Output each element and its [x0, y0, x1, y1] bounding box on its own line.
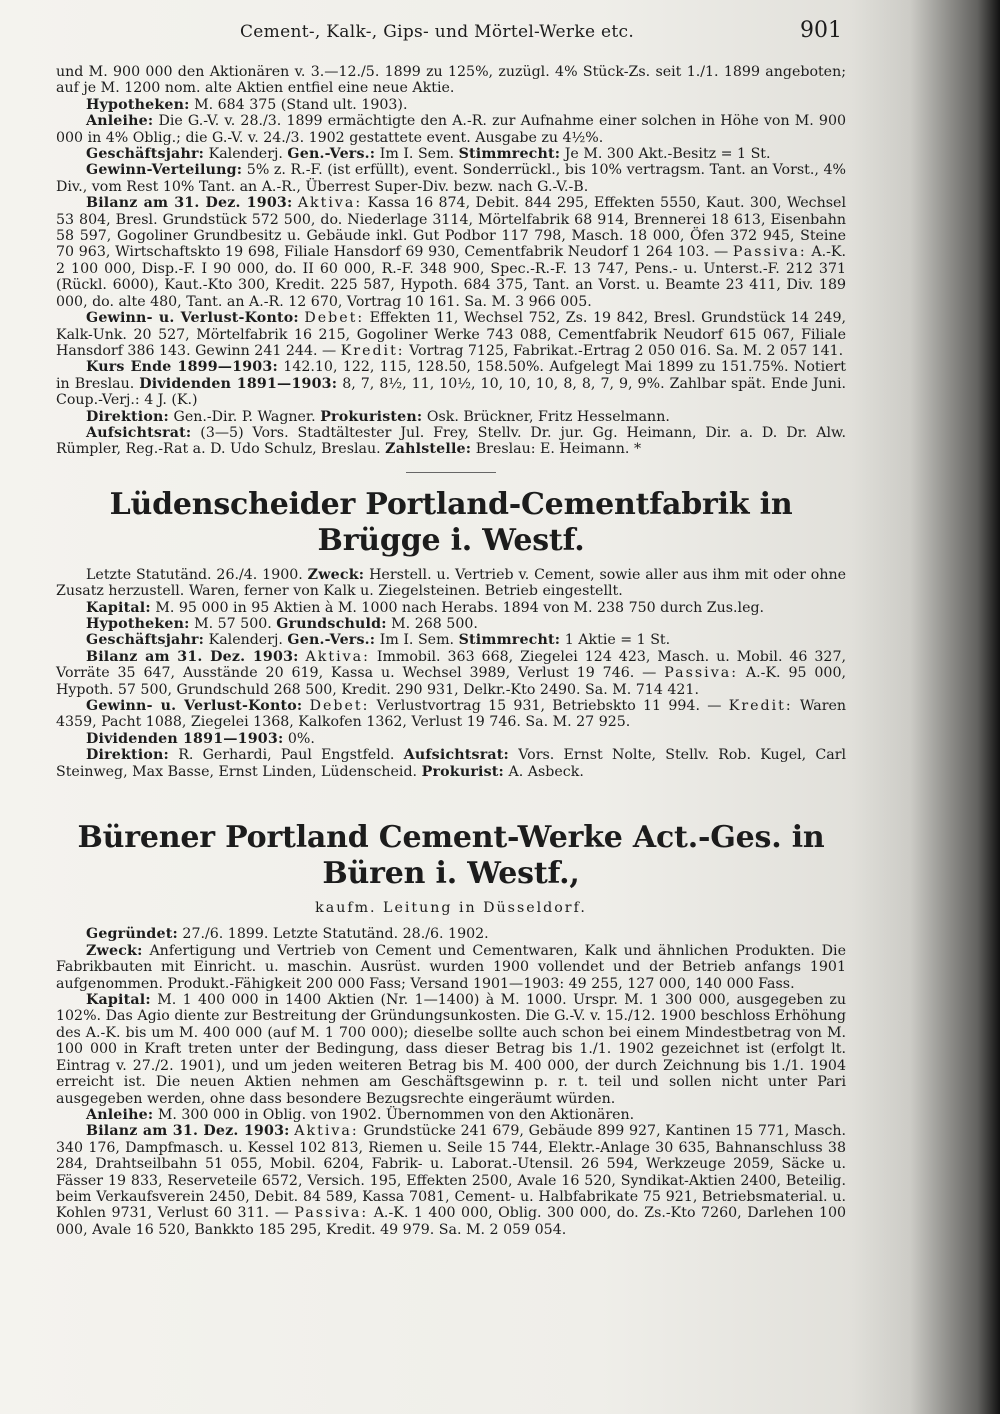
zweck-label: Zweck: [86, 942, 143, 959]
page-content [56, 64, 846, 1238]
kredit-text: Vortrag 7125, Fabrikat.-Ertrag 2 050 016. Sa. M. 2 057 141. [409, 342, 844, 359]
gewinnverteilung-text: 5% z. R.-F. (ist erfüllt), event. Sonderrückl., bis 10% vertragsm. Tant. an Vorst., 4% Div., vom Rest 10% Tant. an A.-R., Überrest Super-Div. bezw. nach G.-V.-B. [56, 162, 846, 195]
anleihe-label: Anleihe: [86, 1106, 154, 1123]
prokuristen-text: Osk. Brückner, Fritz Hesselmann. [426, 408, 670, 425]
debet-label: Debet: [309, 698, 370, 714]
kapital-paragraph [56, 992, 846, 1107]
direktion-label: Direktion: [86, 747, 169, 764]
zweck-text: Herstell. u. Vertrieb v. Cement, sowie aller aus ihm mit oder ohne Zusatz herzustell. Waren, ferner von Kalk u. Ziegelsteinen. Betrieb eingestellt. [56, 566, 846, 600]
statut-text: Letzte Statutänd. 26./4. 1900. [86, 566, 303, 583]
prokurist-label: Prokurist: [421, 763, 504, 780]
kredit-text: Waren 4359, Pacht 1088, Ziegelei 1368, Kalkofen 1362, Verlust 19 746. Sa. M. 27 925. [56, 698, 847, 731]
prokuristen-label: Prokuristen: [320, 408, 423, 425]
gewinnverteilung-label: Gewinn-Verteilung: [86, 162, 243, 179]
aufsichtsrat-label: Aufsichtsrat: [403, 747, 509, 764]
kurs-label: Kurs Ende 1899—1903: [86, 359, 278, 376]
gegruendet-paragraph [56, 926, 846, 942]
genvers-label: Gen.-Vers.: [287, 632, 376, 649]
gegruendet-text: 27./6. 1899. Letzte Statutänd. 28./6. 1902. [182, 926, 489, 943]
geschaeftsjahr-text: Kalenderj. [208, 632, 283, 649]
zweck-text: Anfertigung und Vertrieb von Cement und Cementwaren, Kalk und ähnlichen Produkten. Die Fabrikbauten mit Einricht. u. maschin. Ausrüst. wurden 1900 vollendet und der Betrieb anfangs 1901 aufgenommen. Produkt.-Fähigkeit 200 000 Fass; Versand 1901—1903: 49 255, 127 000, 140 000 Fass. [56, 942, 846, 992]
bilanz-paragraph: Bilanz am 31. Dez. 1903: Aktiva: Kassa 16 874, Debit. 844 295, Effekten 5550, Kaut. 300, Wechsel 53 804, Bresl. Grundstück 572 500, do. Niederlage 3114, Mörtelfabrik 68 914, Brennerei 18 613, Eisenbahn 58 597, Gogoliner Grundbesitz u. Gebäude inkl. Gut Podbor 117 798, Masch. 18 000, Öfen 372 945, Steine 70 963, Wirtschaftskto 19 698, Filiale Hansdorf 69 930, Cementfabrik Neudorf 1 264 103. — Passiva: A.-K. 2 100 000, Disp.-F. I 90 000, do. II 60 000, R.-F. 348 900, Spec.-R.-F. 13 747, Pens.- u. Unterst.-F. 212 371 (Rückl. 6000), Kaut.-Kto 300, Kredit. 225 587, Hypoth. 684 375, Tant. an Vorst. u. Beamte 23 411, Div. 189 000, do. alte 480, Tant. an A.-R. 12 670, Vortrag 10 161. Sa. M. 3 966 005. [56, 195, 847, 310]
genvers-text: Im I. Sem. [379, 146, 455, 163]
direktion-paragraph [56, 409, 846, 425]
aktiva-text: Grundstücke 241 679, Gebäude 899 927, Kantinen 15 771, Masch. 340 176, Dampfmasch. u. Kessel 102 813, Riemen u. Seile 15 744, Elektr.-Anlage 30 635, Bahnanschluss 38 284, Drahtseilbahn 51 055, Mobil. 6204, Fabrik- u. Laborat.-Utensil. 26 594, Werkzeuge 2059, Säcke u. Fässer 19 833, Reserveteile 6572, Versich. 195, Effekten 2500, Avale 16 520, Syndikat-Aktien 2400, Beteilig. beim Verkaufsverein 2450, Debit. 84 589, Kassa 7081, Cement- u. Halbfabrikate 75 921, Betriebsmaterial. u. Kohlen 9731, Verlust 60 311. [56, 1123, 846, 1222]
bilanz-label: Bilanz am 31. Dez. 1903: [86, 1123, 290, 1140]
kurs-paragraph [56, 359, 846, 408]
statut-paragraph [56, 567, 846, 600]
passiva-text: A.-K. 2 100 000, Disp.-F. I 90 000, do. II 60 000, R.-F. 348 900, Spec.-R.-F. 13 747, Pens.- u. Unterst.-F. 212 371 (Rückl. 6000), Kaut.-Kto 300, Kredit. 225 587, Hypoth. 684 375, Tant. an Vorst. u. Beamte 23 411, Div. 189 000, do. alte 480, Tant. an A.-R. 12 670, Vortrag 10 161. Sa. M. 3 966 005. [56, 244, 847, 310]
aktiva-label: Aktiva: [297, 195, 363, 212]
kredit-label: Kredit: [728, 698, 793, 714]
company-title: Lüdenscheider Portland-Cementfabrik in Brügge i. Westf. [109, 486, 793, 558]
entry-continued [56, 64, 846, 458]
guv-paragraph: Gewinn- u. Verlust-Konto: Debet: Verlustvortrag 15 931, Betriebskto 11 994. — Kredit: Waren 4359, Pacht 1088, Ziegelei 1368, Kalkofen 1362, Verlust 19 746. Sa. M. 27 925. [56, 698, 847, 731]
guv-paragraph: Gewinn- u. Verlust-Konto: Debet: Effekten 11, Wechsel 752, Zs. 19 842, Bresl. Grundstück 14 249, Kalk-Unk. 20 527, Mörtelfabrik 16 215, Gogoliner Werke 743 088, Cementfabrik Neudorf 615 067, Filiale Hansdorf 386 143. Gewinn 241 244. — Kredit: Vortrag 7125, Fabrikat.-Ertrag 2 050 016. Sa. M. 2 057 141. [56, 310, 846, 359]
entry-luedenscheider [56, 487, 846, 780]
geschaeftsjahr-text: Kalenderj. [208, 146, 283, 163]
guv-label: Gewinn- u. Verlust-Konto: [86, 698, 303, 714]
dividenden-label: Dividenden 1891—1903: [86, 730, 284, 747]
zahlstelle-label: Zahlstelle: [385, 441, 472, 458]
genvers-label: Gen.-Vers.: [287, 146, 376, 163]
guv-label: Gewinn- u. Verlust-Konto: [86, 310, 299, 327]
stimmrecht-text: 1 Aktie = 1 St. [564, 632, 671, 649]
passiva-label: Passiva: [294, 1205, 369, 1222]
gewinnverteilung-paragraph [56, 162, 846, 195]
dividenden-text: 0%. [287, 730, 315, 747]
geschaeftsjahr-label: Geschäftsjahr: [86, 632, 205, 649]
kapital-paragraph [56, 600, 846, 616]
anleihe-label: Anleihe: [86, 113, 154, 130]
geschaeftsjahr-label: Geschäftsjahr: [86, 146, 205, 163]
direktion-text: Gen.-Dir. P. Wagner. [173, 408, 316, 425]
debet-label: Debet: [304, 310, 365, 327]
debet-text: Effekten 11, Wechsel 752, Zs. 19 842, Bresl. Grundstück 14 249, Kalk-Unk. 20 527, Mörtelfabrik 16 215, Gogoliner Werke 743 088, Cementfabrik Neudorf 615 067, Filiale Hansdorf 386 143. Gewinn 241 244. [56, 310, 846, 359]
kredit-label: Kredit: [340, 342, 405, 359]
gegruendet-label: Gegründet: [86, 926, 178, 943]
hypotheken-text: M. 57 500. [194, 615, 272, 632]
kapital-label: Kapital: [86, 992, 151, 1009]
zahlstelle-text: Breslau: E. Heimann. * [475, 441, 642, 458]
bilanz-label: Bilanz am 31. Dez. 1903: [86, 195, 293, 212]
bilanz-paragraph: Bilanz am 31. Dez. 1903: Aktiva: Immobil. 363 668, Ziegelei 124 423, Masch. u. Mobil. 46 327, Vorräte 35 647, Ausstände 20 619, Kassa u. Wechsel 3989, Verlust 19 746. — Passiva: A.-K. 95 000, Hypoth. 57 500, Grundschuld 268 500, Kredit. 290 931, Delkr.-Kto 2490. Sa. M. 714 421. [56, 648, 846, 698]
aufsichtsrat-text: Vors. Ernst Nolte, Stellv. Rob. Kugel, Carl Steinweg, Max Basse, Ernst Linden, Lüdenscheid. [56, 747, 847, 780]
passiva-label: Passiva: [664, 665, 738, 682]
anleihe-paragraph [56, 1107, 846, 1123]
kapital-label: Kapital: [86, 599, 151, 616]
section-divider [406, 472, 496, 473]
company-title: Bürener Portland Cement-Werke Act.-Ges. in Büren i. Westf., [77, 820, 825, 892]
stimmrecht-label: Stimmrecht: [458, 146, 561, 163]
direktion-label: Direktion: [86, 408, 169, 425]
hypotheken-label: Hypotheken: [86, 615, 190, 632]
hypotheken-text: M. 684 375 (Stand ult. 1903). [194, 96, 408, 113]
aktiva-text: Immobil. 363 668, Ziegelei 124 423, Masch. u. Mobil. 46 327, Vorräte 35 647, Ausstände 20 619, Kassa u. Wechsel 3989, Verlust 19 746. [56, 648, 846, 682]
dividenden-text: 8, 7, 8½, 11, 10½, 10, 10, 10, 8, 8, 7, 9, 9%. Zahlbar spät. Ende Juni. Coup.-Verj.: 4 J. (K.) [56, 375, 847, 409]
kapital-text: M. 95 000 in 95 Aktien à M. 1000 nach Herabs. 1894 von M. 238 750 durch Zus.leg. [155, 599, 765, 616]
aufsichtsrat-text: (3—5) Vors. Stadtältester Jul. Frey, Stellv. Dr. jur. Gg. Heimann, Dir. a. D. Dr. Alw. Rümpler, Reg.-Rat a. D. Udo Schulz, Breslau. [56, 424, 846, 458]
hypotheken-label: Hypotheken: [86, 96, 190, 113]
direktion-text: R. Gerhardi, Paul Engstfeld. [178, 747, 395, 764]
aktiva-label: Aktiva: [305, 648, 370, 665]
kapital-text: M. 1 400 000 in 1400 Aktien (Nr. 1—1400) à M. 1000. Urspr. M. 1 300 000, ausgegeben zu 102%. Das Agio diente zur Bestreitung der Gründungsunkosten. Die G.-V. v. 15./12. 1900 beschloss Erhöhung des A.-K. bis um M. 400 000 (auf M. 1 700 000); dieselbe sollte auch schon bei einem Mindestbetrag von M. 100 000 in Kraft treten unter der Bedingung, dass dieser Betrag bis 1./1. 1902 gezeichnet ist (erfolgt lt. Eintrag v. 27./2. 1901), und um jeden weiteren Betrag bis M. 400 000, der durch Zeichnung bis 1./1. 1904 erreicht ist. Die neuen Aktien nehmen am Geschäftsgewinn p. r. t. teil und sollen nicht unter Pari ausgegeben werden, ohne dass besondere Bezugsrechte eingeräumt würden. [56, 992, 846, 1107]
aktiva-text: Kassa 16 874, Debit. 844 295, Effekten 5550, Kaut. 300, Wechsel 53 804, Bresl. Grundstück 572 500, do. Niederlage 3114, Mörtelfabrik 68 914, Brennerei 18 613, Eisenbahn 58 597, Gogoliner Grundbesitz u. Gebäude inkl. Gut Podbor 117 798, Masch. 18 000, Öfen 372 945, Steine 70 963, Wirtschaftskto 19 698, Filiale Hansdorf 69 930, Cementfabrik Neudorf 1 264 103. [56, 195, 846, 261]
anleihe-text: M. 300 000 in Oblig. von 1902. Übernommen von den Aktionären. [157, 1106, 635, 1123]
anleihe-text: Die G.-V. v. 28./3. 1899 ermächtigte den A.-R. zur Aufnahme einer solchen in Höhe von M. 900 000 in 4% Oblig.; die G.-V. v. 24./3. 1902 gestattete event. Ausgabe zu 4½%. [56, 113, 846, 146]
passiva-label: Passiva: [732, 244, 807, 261]
aktiva-label: Aktiva: [294, 1123, 359, 1140]
geschaeftsjahr-paragraph [56, 146, 846, 162]
running-head: Cement-, Kalk-, Gips- und Mörtel-Werke etc. [240, 22, 635, 42]
page-number: 901 [800, 18, 842, 43]
geschaeftsjahr-paragraph [56, 632, 846, 648]
bilanz-paragraph: Bilanz am 31. Dez. 1903: Aktiva: Grundstücke 241 679, Gebäude 899 927, Kantinen 15 771, Masch. 340 176, Dampfmasch. u. Kessel 102 813, Riemen u. Seile 15 744, Elektr.-Anlage 30 635, Bahnanschluss 38 284, Drahtseilbahn 51 055, Mobil. 6204, Fabrik- u. Laborat.-Utensil. 26 594, Werkzeuge 2059, Säcke u. Fässer 19 833, Reserveteile 6572, Versich. 195, Effekten 2500, Avale 16 520, Syndikat-Aktien 2400, Beteilig. beim Verkaufsverein 2450, Debit. 84 589, Kassa 7081, Cement- u. Halbfabrikate 75 921, Betriebsmaterial. u. Kohlen 9731, Verlust 60 311. — Passiva: A.-K. 1 400 000, Oblig. 300 000, do. Zs.-Kto 7260, Darlehen 100 000, Avale 16 520, Bankkto 185 295, Kredit. 49 979. Sa. M. 2 059 054. [56, 1123, 847, 1238]
stimmrecht-label: Stimmrecht: [458, 632, 561, 649]
prokurist-text: A. Asbeck. [508, 763, 584, 780]
genvers-text: Im I. Sem. [379, 632, 455, 649]
kurs-text: 142.10, 122, 115, 128.50, 158.50%. Aufgelegt Mai 1899 zu 151.75%. Notiert in Breslau. [56, 359, 847, 392]
zweck-label: Zweck: [307, 566, 365, 583]
book-spine-shadow [850, 0, 1000, 1414]
grundschuld-label: Grundschuld: [276, 615, 387, 632]
grundschuld-text: M. 268 500. [391, 615, 478, 632]
debet-text: Verlustvortrag 15 931, Betriebskto 11 994. [376, 698, 700, 714]
dividenden-paragraph [56, 731, 846, 747]
section-gap [56, 780, 846, 808]
hypotheken-paragraph [56, 616, 846, 632]
stimmrecht-text: Je M. 300 Akt.-Besitz = 1 St. [564, 146, 771, 163]
kapital-continuation: und M. 900 000 den Aktionären v. 3.—12./5. 1899 zu 125%, zuzügl. 4% Stück-Zs. seit 1./1. 1899 angeboten; auf je M. 1200 nom. alte Aktien entfiel eine neue Aktie. [56, 64, 846, 97]
bilanz-label: Bilanz am 31. Dez. 1903: [86, 648, 299, 665]
hypotheken-paragraph [56, 97, 846, 113]
entry-buerener [56, 820, 846, 1238]
anleihe-paragraph [56, 113, 846, 146]
company-subtitle: kaufm. Leitung in Düsseldorf. [315, 900, 587, 917]
passiva-text: A.-K. 1 400 000, Oblig. 300 000, do. Zs.-Kto 7260, Darlehen 100 000, Avale 16 520, Bankkto 185 295, Kredit. 49 979. Sa. M. 2 059 054. [56, 1205, 847, 1238]
aufsichtsrat-paragraph [56, 425, 846, 458]
aufsichtsrat-label: Aufsichtsrat: [86, 424, 192, 441]
direktion-paragraph [56, 747, 846, 780]
dividenden-label: Dividenden 1891—1903: [139, 375, 338, 392]
zweck-paragraph [56, 943, 846, 992]
passiva-text: A.-K. 95 000, Hypoth. 57 500, Grundschuld 268 500, Kredit. 290 931, Delkr.-Kto 2490. Sa. M. 714 421. [56, 665, 846, 698]
